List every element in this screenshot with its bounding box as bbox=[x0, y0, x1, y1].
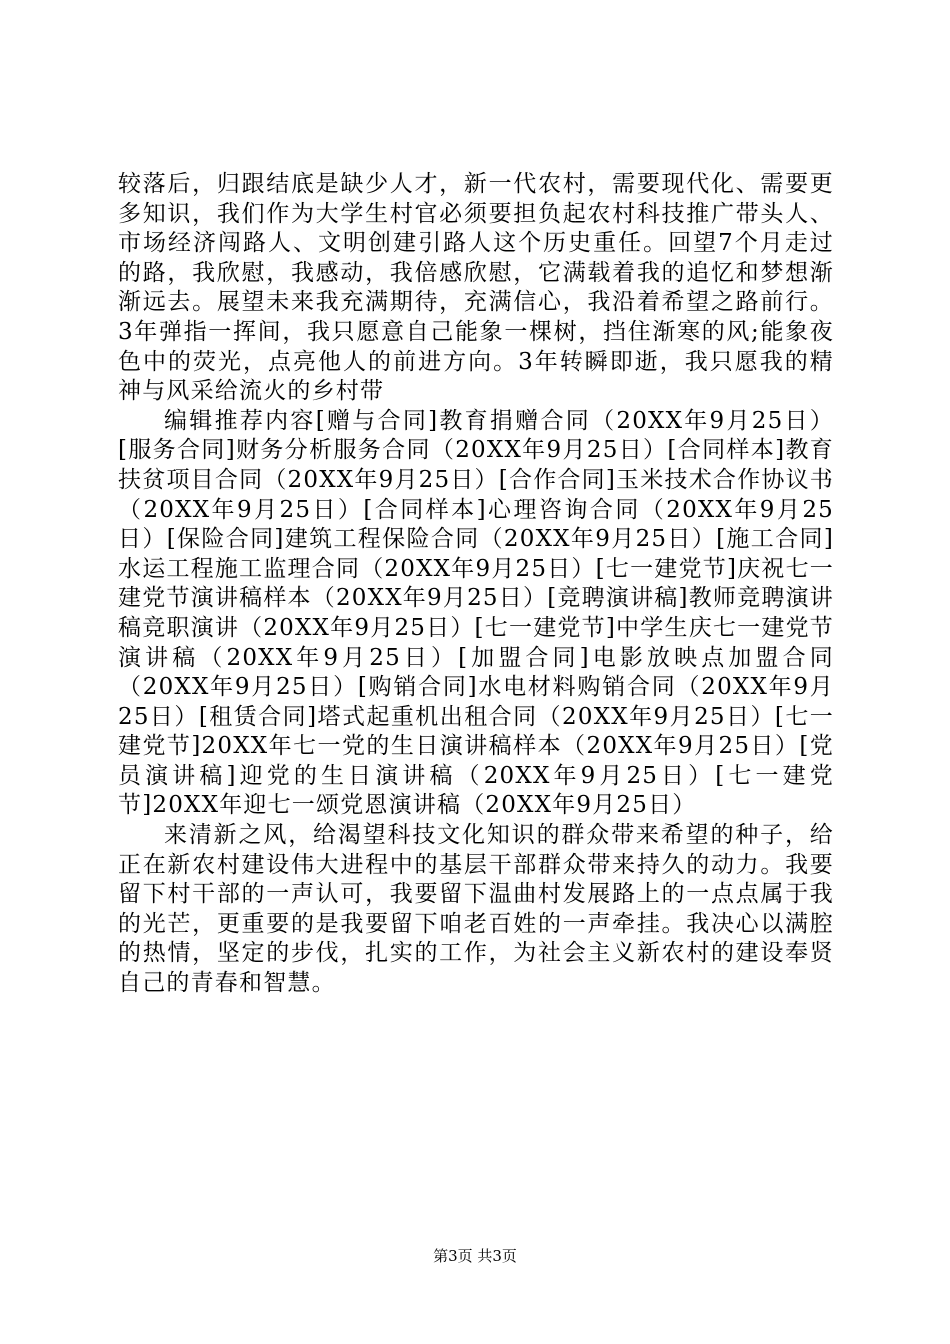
paragraph-closing: 来清新之风，给渴望科技文化知识的群众带来希望的种子，给正在新农村建设伟大进程中的基层干部群众带来持久的动力。我要留下村干部的一声认可，我要留下温曲村发展路上的一点点属于我的光芒，更重要的是我要留下咱老百姓的一声牵挂。我决心以满腔的热情，坚定的步伐，扎实的工作，为社会主义新农村的建设奉贤自己的青春和智慧。 bbox=[118, 822, 834, 997]
page-number-label: 第3页 共3页 bbox=[433, 1247, 517, 1265]
paragraph-recommended-content: 编辑推荐内容[赠与合同]教育捐赠合同（20XX年9月25日）[服务合同]财务分析服务合同（20XX年9月25日）[合同样本]教育扶贫项目合同（20XX年9月25日）[合作合同]玉米技术合作协议书（20XX年9月25日）[合同样本]心理咨询合同（20XX年9月25日）[保险合同]建筑工程保险合同（20XX年9月25日）[施工合同]水运工程施工监理合同（20XX年9月25日）[七一建党节]庆祝七一建党节演讲稿样本（20XX年9月25日）[竞聘演讲稿]教师竞聘演讲稿竞职演讲（20XX年9月25日）[七一建党节]中学生庆七一建党节演讲稿（20XX年9月25日）[加盟合同]电影放映点加盟合同（20XX年9月25日）[购销合同]水电材料购销合同（20XX年9月25日）[租赁合同]塔式起重机出租合同（20XX年9月25日）[七一建党节]20XX年七一党的生日演讲稿样本（20XX年9月25日）[党员演讲稿]迎党的生日演讲稿（20XX年9月25日）[七一建党节]20XX年迎七一颂党恩演讲稿（20XX年9月25日） bbox=[118, 407, 834, 819]
document-body bbox=[118, 170, 834, 999]
page-footer bbox=[0, 1246, 950, 1266]
paragraph-continuation: 较落后，归跟结底是缺少人才，新一代农村，需要现代化、需要更多知识，我们作为大学生村官必须要担负起农村科技推广带头人、市场经济闯路人、文明创建引路人这个历史重任。回望7个月走过的路，我欣慰，我感动，我倍感欣慰，它满载着我的追忆和梦想渐渐远去。展望未来我充满期待，充满信心，我沿着希望之路前行。3年弹指一挥间，我只愿意自己能象一棵树，挡住渐寒的风;能象夜色中的荧光，点亮他人的前进方向。3年转瞬即逝，我只愿我的精神与风采给流火的乡村带 bbox=[118, 171, 834, 405]
